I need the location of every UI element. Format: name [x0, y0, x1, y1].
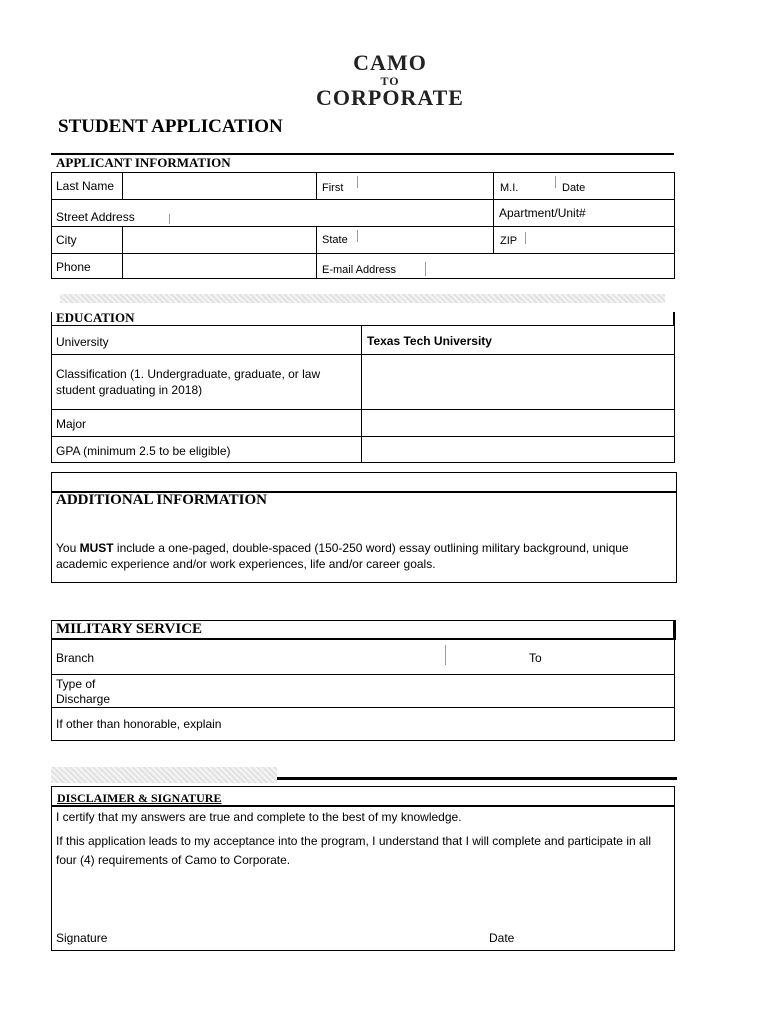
street-address-label: Street Address [56, 210, 135, 224]
page-title: STUDENT APPLICATION [58, 116, 283, 137]
signature-label: Signature [56, 931, 108, 945]
university-label: University [56, 335, 109, 349]
first-label: First [322, 182, 344, 194]
apartment-label: Apartment/Unit# [499, 206, 586, 220]
phone-field[interactable] [123, 255, 315, 278]
additional-text: You MUST include a one-paged, double-spaced (150-250 word) essay outlining military background, unique academic experience and/or work experiences, life and/or career goals. [56, 541, 629, 571]
university-value: Texas Tech University [367, 334, 492, 348]
zip-label: ZIP [500, 235, 518, 247]
military-heading: MILITARY SERVICE [56, 621, 203, 637]
to-label: To [529, 651, 542, 665]
disclaimer-heading: DISCLAIMER & SIGNATURE [57, 791, 222, 805]
major-label: Major [56, 417, 87, 431]
explain-field[interactable] [240, 709, 672, 739]
phone-label: Phone [56, 260, 91, 274]
logo-corporate: CORPORATE [316, 85, 464, 110]
last-name-label: Last Name [56, 179, 115, 193]
city-field[interactable] [123, 228, 315, 252]
city-label: City [56, 233, 77, 247]
major-field[interactable] [363, 411, 673, 435]
signature-field[interactable] [120, 922, 470, 948]
explain-label: If other than honorable, explain [56, 717, 222, 731]
branch-field[interactable] [110, 642, 440, 672]
shaded-separator [60, 294, 665, 303]
signature-date-label: Date [489, 931, 515, 945]
first-name-field[interactable] [360, 174, 492, 198]
street-address-field[interactable] [172, 201, 492, 225]
branch-label: Branch [56, 651, 95, 665]
education-heading: EDUCATION [56, 310, 135, 325]
signature-date-field[interactable] [520, 922, 670, 948]
state-label: State [322, 234, 348, 246]
classification-field[interactable] [363, 356, 673, 408]
applicant-heading: APPLICANT INFORMATION [56, 155, 231, 170]
mi-label: M.I. [500, 182, 519, 194]
certify-text: I certify that my answers are true and complete to the best of my knowledge. [56, 810, 462, 824]
email-field[interactable] [428, 255, 673, 278]
gpa-field[interactable] [363, 438, 673, 462]
logo-camo: CAMO [353, 50, 427, 75]
acceptance-text: If this application leads to my acceptance into the program, I understand that I will complete and participate in all four (4) requirements of Camo to Corporate. [56, 834, 651, 867]
date-label: Date [562, 182, 586, 194]
gpa-label: GPA (minimum 2.5 to be eligible) [56, 444, 231, 458]
discharge-field[interactable] [120, 676, 672, 706]
additional-heading: ADDITIONAL INFORMATION [56, 492, 267, 508]
email-label: E-mail Address [322, 264, 396, 276]
last-name-field[interactable] [123, 174, 315, 198]
logo-to: TO [380, 74, 400, 88]
discharge-label: Type of Discharge [56, 677, 111, 706]
classification-label: Classification (1. Undergraduate, graduate, or law student graduating in 2018) [56, 367, 321, 397]
